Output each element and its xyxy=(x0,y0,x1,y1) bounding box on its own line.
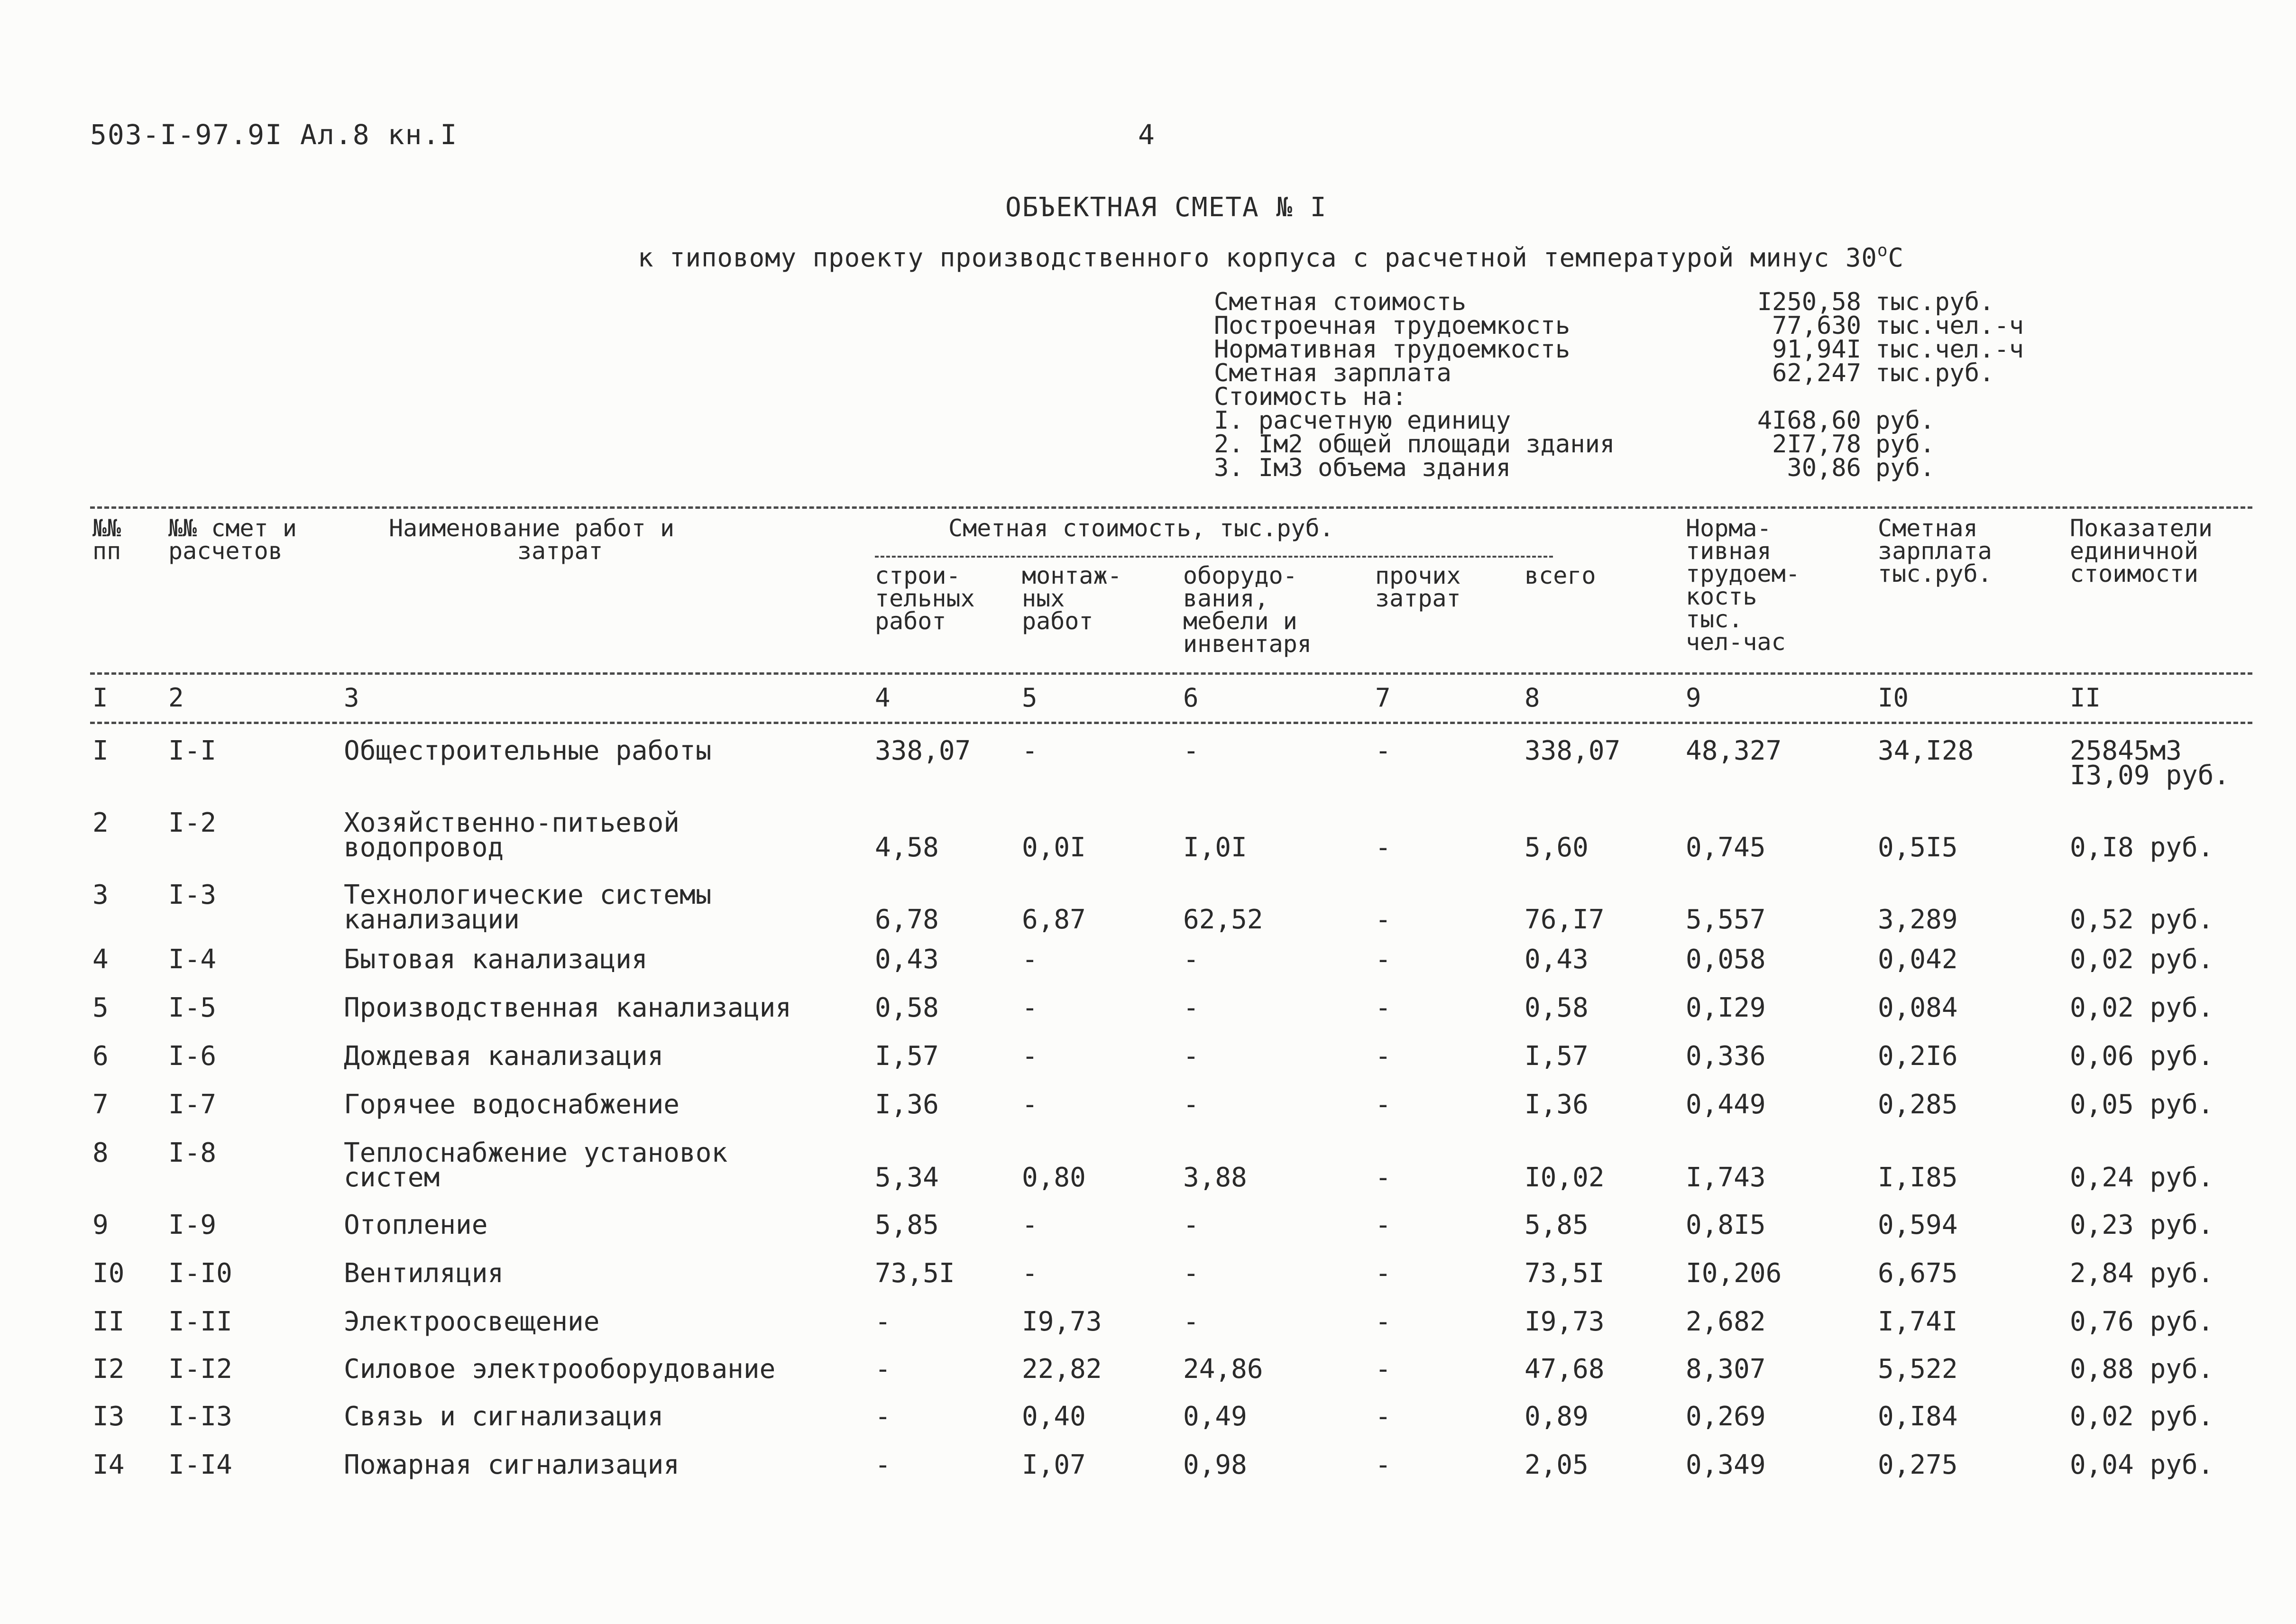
equipment-cost: 0,98 xyxy=(1183,1450,1247,1480)
wage-cost: 0,084 xyxy=(1878,992,1958,1023)
construction-cost: I,36 xyxy=(875,1089,939,1120)
construction-cost: 5,85 xyxy=(875,1210,939,1240)
construction-cost: 0,43 xyxy=(875,944,939,975)
total-cost: 5,85 xyxy=(1525,1210,1589,1240)
summary-label: Нормативная трудоемкость xyxy=(1214,335,1570,364)
total-cost: 47,68 xyxy=(1525,1354,1605,1385)
header-labor: Норма- тивная трудоем- кость тыс. чел-час xyxy=(1686,514,1800,656)
summary-label: Построечная трудоемкость xyxy=(1214,312,1570,340)
header-construction: строи- тельных работ xyxy=(875,562,975,635)
construction-cost: - xyxy=(875,1450,891,1480)
subtitle-unit: С xyxy=(1888,243,1904,273)
row-number: 5 xyxy=(92,992,109,1023)
summary-unit: руб. xyxy=(1875,406,1935,435)
labor-intensity: 0,I29 xyxy=(1686,992,1766,1023)
installation-cost: - xyxy=(1022,992,1038,1023)
total-cost: 0,58 xyxy=(1525,992,1589,1023)
subtitle-text: к типовому проекту производственного корпуса с расчетной температурой минус 30 xyxy=(638,243,1877,273)
column-number: II xyxy=(2070,683,2101,713)
installation-cost: - xyxy=(1022,1089,1038,1120)
total-cost: 2,05 xyxy=(1525,1450,1589,1480)
cost-group-rule xyxy=(875,556,1553,558)
equipment-cost: - xyxy=(1183,992,1199,1023)
header-unit-cost: Показатели единичной стоимости xyxy=(2070,514,2213,587)
unit-cost: 0,88 руб. xyxy=(2070,1354,2214,1385)
unit-cost: 0,05 руб. xyxy=(2070,1089,2214,1120)
row-number: 8 xyxy=(92,1138,109,1168)
summary-value-group xyxy=(1712,290,2084,314)
estimate-ref: I-2 xyxy=(168,807,217,838)
unit-cost: 0,04 руб. xyxy=(2070,1450,2214,1480)
summary-value: 91,94I xyxy=(1772,335,1861,364)
other-cost: - xyxy=(1375,735,1391,766)
summary-label: 2. Iм2 общей площади здания xyxy=(1214,430,1615,459)
construction-cost: - xyxy=(875,1354,891,1385)
other-cost: - xyxy=(1375,1089,1391,1120)
column-number: I0 xyxy=(1878,683,1909,713)
other-cost: - xyxy=(1375,992,1391,1023)
labor-intensity: I0,206 xyxy=(1686,1258,1782,1289)
header-cost-group: Сметная стоимость, тыс.руб. xyxy=(948,514,1334,542)
header-other: прочих затрат xyxy=(1375,562,1461,612)
construction-cost: I,57 xyxy=(875,1041,939,1072)
equipment-cost: - xyxy=(1183,1041,1199,1072)
header-installation: монтаж- ных работ xyxy=(1022,562,1122,635)
estimate-ref: I-6 xyxy=(168,1041,217,1072)
estimate-ref: I-4 xyxy=(168,944,217,975)
row-number: I xyxy=(92,735,109,766)
construction-cost: - xyxy=(875,1306,891,1337)
estimate-ref: I-8 xyxy=(168,1138,217,1168)
unit-cost: 0,02 руб. xyxy=(2070,1401,2214,1432)
wage-cost: 5,522 xyxy=(1878,1354,1958,1385)
header-estimate-ref: №№ смет и расчетов xyxy=(168,514,297,565)
other-cost: - xyxy=(1375,832,1391,863)
wage-cost: 0,I84 xyxy=(1878,1401,1958,1432)
unit-cost: 0,06 руб. xyxy=(2070,1041,2214,1072)
equipment-cost: 3,88 xyxy=(1183,1162,1247,1193)
unit-cost: 0,I8 руб. xyxy=(2070,832,2214,863)
summary-value: 2I7,78 xyxy=(1772,430,1861,459)
row-number: I3 xyxy=(92,1401,125,1432)
estimate-ref: I-II xyxy=(168,1306,232,1337)
header-equipment: оборудо- вания, мебели и инвентаря xyxy=(1183,562,1312,658)
summary-value-group xyxy=(1712,385,2084,409)
labor-intensity: 0,336 xyxy=(1686,1041,1766,1072)
total-cost: 0,43 xyxy=(1525,944,1589,975)
other-cost: - xyxy=(1375,944,1391,975)
construction-cost: 73,5I xyxy=(875,1258,955,1289)
estimate-ref: I-3 xyxy=(168,880,217,910)
estimate-ref: I-5 xyxy=(168,992,217,1023)
work-name: Пожарная сигнализация xyxy=(344,1450,680,1480)
construction-cost: 4,58 xyxy=(875,832,939,863)
total-cost: I,57 xyxy=(1525,1041,1589,1072)
unit-cost: 2,84 руб. xyxy=(2070,1258,2214,1289)
page-title: ОБЪЕКТНАЯ СМЕТА № I xyxy=(1005,192,1327,223)
summary-value-group xyxy=(1712,361,2084,385)
work-name: Технологические системы канализации xyxy=(344,880,712,935)
page-subtitle xyxy=(638,241,1904,273)
wage-cost: 6,675 xyxy=(1878,1258,1958,1289)
work-name: Хозяйственно-питьевой водопровод xyxy=(344,807,680,863)
summary-unit: руб. xyxy=(1875,454,1935,482)
summary-value-group xyxy=(1712,456,2084,480)
subtitle-degree: о xyxy=(1877,241,1888,260)
work-name: Дождевая канализация xyxy=(344,1041,664,1072)
total-cost: I9,73 xyxy=(1525,1306,1605,1337)
total-cost: 338,07 xyxy=(1525,735,1621,766)
column-number: 3 xyxy=(344,683,359,713)
unit-cost: 0,52 руб. xyxy=(2070,904,2214,935)
summary-value: 62,247 xyxy=(1772,359,1861,387)
header-total: всего xyxy=(1525,562,1596,589)
unit-cost: 25845м3 I3,09 руб. xyxy=(2070,735,2230,791)
work-name: Связь и сигнализация xyxy=(344,1401,664,1432)
construction-cost: 338,07 xyxy=(875,735,971,766)
summary-label: Сметная зарплата xyxy=(1214,359,1451,387)
wage-cost: 0,5I5 xyxy=(1878,832,1958,863)
work-name: Вентиляция xyxy=(344,1258,504,1289)
labor-intensity: 8,307 xyxy=(1686,1354,1766,1385)
equipment-cost: I,0I xyxy=(1183,832,1247,863)
installation-cost: 0,40 xyxy=(1022,1401,1086,1432)
header-work-name: Наименование работ и затрат xyxy=(389,514,675,565)
column-number: 4 xyxy=(875,683,891,713)
wage-cost: I,I85 xyxy=(1878,1162,1958,1193)
construction-cost: - xyxy=(875,1401,891,1432)
installation-cost: 0,0I xyxy=(1022,832,1086,863)
labor-intensity: 0,449 xyxy=(1686,1089,1766,1120)
other-cost: - xyxy=(1375,1258,1391,1289)
row-number: I0 xyxy=(92,1258,125,1289)
installation-cost: - xyxy=(1022,1258,1038,1289)
column-number: I xyxy=(92,683,108,713)
other-cost: - xyxy=(1375,1354,1391,1385)
labor-intensity: 0,269 xyxy=(1686,1401,1766,1432)
work-name: Электроосвещение xyxy=(344,1306,600,1337)
other-cost: - xyxy=(1375,1450,1391,1480)
equipment-cost: - xyxy=(1183,1258,1199,1289)
estimate-ref: I-I0 xyxy=(168,1258,232,1289)
estimate-ref: I-7 xyxy=(168,1089,217,1120)
other-cost: - xyxy=(1375,1306,1391,1337)
wage-cost: 3,289 xyxy=(1878,904,1958,935)
work-name: Теплоснабжение установок систем xyxy=(344,1138,728,1193)
estimate-ref: I-I3 xyxy=(168,1401,232,1432)
work-name: Горячее водоснабжение xyxy=(344,1089,680,1120)
header-bottom-rule xyxy=(90,672,2252,675)
wage-cost: 0,042 xyxy=(1878,944,1958,975)
row-number: 3 xyxy=(92,880,109,910)
estimate-ref: I-I2 xyxy=(168,1354,232,1385)
installation-cost: - xyxy=(1022,1210,1038,1240)
column-number: 6 xyxy=(1183,683,1199,713)
equipment-cost: 24,86 xyxy=(1183,1354,1263,1385)
construction-cost: 6,78 xyxy=(875,904,939,935)
equipment-cost: - xyxy=(1183,1210,1199,1240)
equipment-cost: - xyxy=(1183,1306,1199,1337)
unit-cost: 0,02 руб. xyxy=(2070,992,2214,1023)
installation-cost: 0,80 xyxy=(1022,1162,1086,1193)
wage-cost: 0,275 xyxy=(1878,1450,1958,1480)
unit-cost: 0,24 руб. xyxy=(2070,1162,2214,1193)
total-cost: 73,5I xyxy=(1525,1258,1605,1289)
summary-unit: тыс.чел.-ч xyxy=(1875,335,2024,364)
wage-cost: 0,285 xyxy=(1878,1089,1958,1120)
summary-label: 3. Iм3 объема здания xyxy=(1214,454,1511,482)
construction-cost: 0,58 xyxy=(875,992,939,1023)
labor-intensity: 48,327 xyxy=(1686,735,1782,766)
summary-value-group xyxy=(1712,406,2084,435)
total-cost: I,36 xyxy=(1525,1089,1589,1120)
work-name: Общестроительные работы xyxy=(344,735,712,766)
row-number: 6 xyxy=(92,1041,109,1072)
summary-value-group xyxy=(1712,430,2084,459)
row-number: 7 xyxy=(92,1089,109,1120)
row-number: 4 xyxy=(92,944,109,975)
estimate-ref: I-9 xyxy=(168,1210,217,1240)
summary-label: I. расчетную единицу xyxy=(1214,406,1511,435)
estimate-ref: I-I xyxy=(168,735,217,766)
other-cost: - xyxy=(1375,1041,1391,1072)
header-row-number: №№ пп xyxy=(92,514,121,565)
summary-value-group xyxy=(1712,314,2084,338)
header-wage: Сметная зарплата тыс.руб. xyxy=(1878,514,1992,587)
installation-cost: 6,87 xyxy=(1022,904,1086,935)
installation-cost: I,07 xyxy=(1022,1450,1086,1480)
column-number: 8 xyxy=(1525,683,1540,713)
other-cost: - xyxy=(1375,1210,1391,1240)
total-cost: 0,89 xyxy=(1525,1401,1589,1432)
other-cost: - xyxy=(1375,1401,1391,1432)
installation-cost: - xyxy=(1022,1041,1038,1072)
column-numbers-rule xyxy=(90,722,2252,724)
total-cost: 5,60 xyxy=(1525,832,1589,863)
labor-intensity: 5,557 xyxy=(1686,904,1766,935)
total-cost: 76,I7 xyxy=(1525,904,1605,935)
wage-cost: I,74I xyxy=(1878,1306,1958,1337)
labor-intensity: 0,8I5 xyxy=(1686,1210,1766,1240)
table-top-rule xyxy=(90,506,2252,509)
labor-intensity: 0,349 xyxy=(1686,1450,1766,1480)
labor-intensity: I,743 xyxy=(1686,1162,1766,1193)
equipment-cost: - xyxy=(1183,944,1199,975)
wage-cost: 0,2I6 xyxy=(1878,1041,1958,1072)
column-number: 5 xyxy=(1022,683,1038,713)
summary-unit: руб. xyxy=(1875,430,1935,459)
summary-value: I250,58 xyxy=(1757,288,1861,316)
other-cost: - xyxy=(1375,1162,1391,1193)
wage-cost: 34,I28 xyxy=(1878,735,1974,766)
summary-unit: тыс.руб. xyxy=(1875,359,1994,387)
installation-cost: - xyxy=(1022,944,1038,975)
total-cost: I0,02 xyxy=(1525,1162,1605,1193)
unit-cost: 0,76 руб. xyxy=(2070,1306,2214,1337)
installation-cost: - xyxy=(1022,735,1038,766)
construction-cost: 5,34 xyxy=(875,1162,939,1193)
summary-unit: тыс.чел.-ч xyxy=(1875,312,2024,340)
row-number: II xyxy=(92,1306,125,1337)
labor-intensity: 0,745 xyxy=(1686,832,1766,863)
summary-label: Сметная стоимость xyxy=(1214,288,1467,316)
equipment-cost: 0,49 xyxy=(1183,1401,1247,1432)
installation-cost: I9,73 xyxy=(1022,1306,1102,1337)
installation-cost: 22,82 xyxy=(1022,1354,1102,1385)
labor-intensity: 2,682 xyxy=(1686,1306,1766,1337)
work-name: Силовое электрооборудование xyxy=(344,1354,776,1385)
other-cost: - xyxy=(1375,904,1391,935)
row-number: I4 xyxy=(92,1450,125,1480)
page-number: 4 xyxy=(1138,119,1155,151)
summary-label: Стоимость на: xyxy=(1214,383,1407,411)
summary-value-group xyxy=(1712,335,2084,364)
labor-intensity: 0,058 xyxy=(1686,944,1766,975)
summary-value: 4I68,60 xyxy=(1757,406,1861,435)
document-code: 503-I-97.9I Ал.8 кн.I xyxy=(90,119,458,151)
column-number: 2 xyxy=(168,683,184,713)
equipment-cost: 62,52 xyxy=(1183,904,1263,935)
work-name: Бытовая канализация xyxy=(344,944,648,975)
wage-cost: 0,594 xyxy=(1878,1210,1958,1240)
row-number: 9 xyxy=(92,1210,109,1240)
column-number: 9 xyxy=(1686,683,1701,713)
summary-unit: тыс.руб. xyxy=(1875,288,1994,316)
summary-value: 30,86 xyxy=(1787,454,1861,482)
column-number: 7 xyxy=(1375,683,1391,713)
work-name: Производственная канализация xyxy=(344,992,792,1023)
unit-cost: 0,02 руб. xyxy=(2070,944,2214,975)
summary-value: 77,630 xyxy=(1772,312,1861,340)
unit-cost: 0,23 руб. xyxy=(2070,1210,2214,1240)
estimate-ref: I-I4 xyxy=(168,1450,232,1480)
row-number: 2 xyxy=(92,807,109,838)
row-number: I2 xyxy=(92,1354,125,1385)
equipment-cost: - xyxy=(1183,1089,1199,1120)
equipment-cost: - xyxy=(1183,735,1199,766)
work-name: Отопление xyxy=(344,1210,488,1240)
